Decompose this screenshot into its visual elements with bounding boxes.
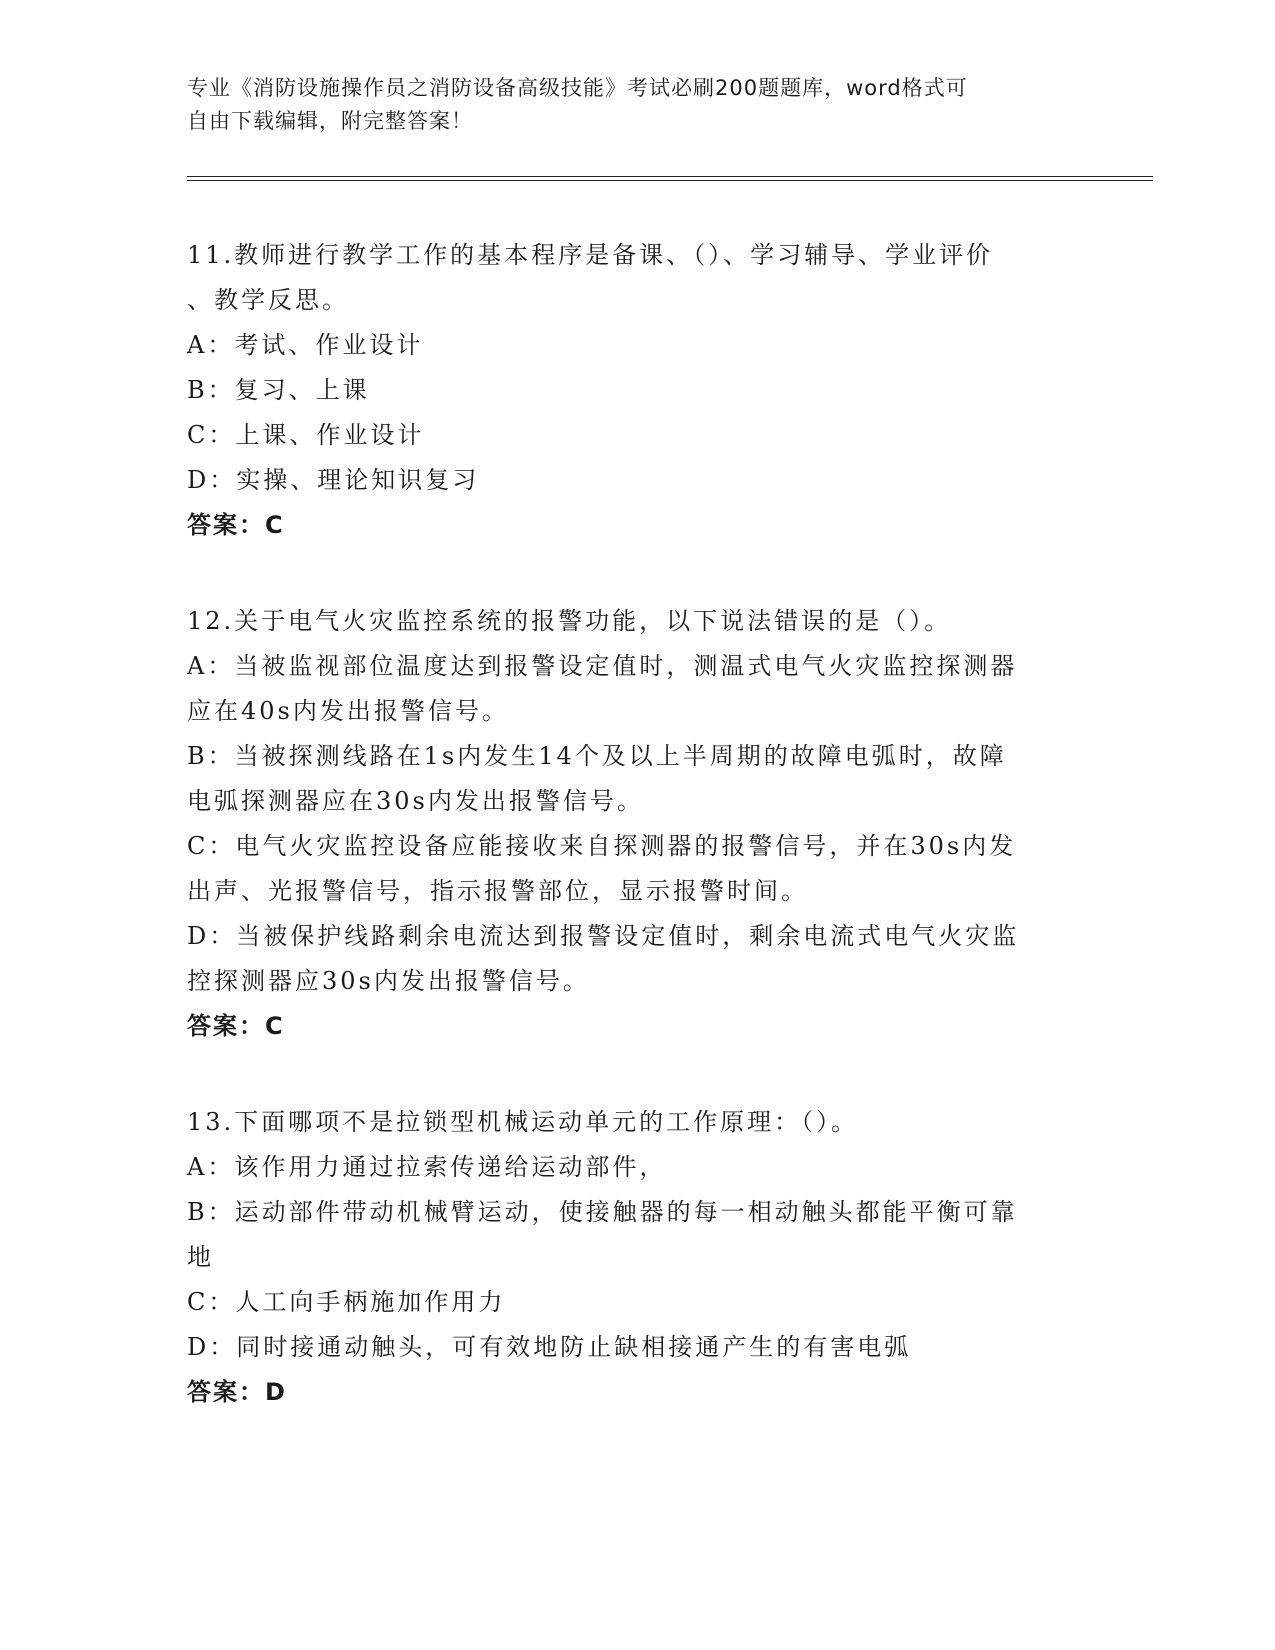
answer: 答案：C [187,1012,285,1040]
option-c-continued: 出声、光报警信号，指示报警部位，显示报警时间。 [187,877,808,905]
answer: 答案：C [187,511,285,539]
option-a-continued: 应在40s内发出报警信号。 [187,697,509,725]
option-b: B：当被探测线路在1s内发生14个及以上半周期的故障电弧时，故障 [187,742,1007,770]
option-c: C：上课、作业设计 [187,421,425,449]
option-b: B：复习、上课 [187,376,370,404]
option-a: A：考试、作业设计 [187,331,424,359]
option-a: A：当被监视部位温度达到报警设定值时，测温式电气火灾监控探测器 [187,652,1018,680]
option-a: A：该作用力通过拉索传递给运动部件， [187,1153,667,1181]
question-11 [187,233,1087,548]
question-stem: 12.关于电气火灾监控系统的报警功能，以下说法错误的是（）。 [187,607,952,635]
option-d-continued: 控探测器应30s内发出报警信号。 [187,967,590,995]
header-divider-bottom [187,180,1153,181]
question-stem: 、教学反思。 [187,286,349,314]
answer: 答案：D [187,1378,287,1406]
option-d: D：当被保护线路剩余电流达到报警设定值时，剩余电流式电气火灾监 [187,922,1020,950]
question-stem: 11.教师进行教学工作的基本程序是备课、（）、学习辅导、学业评价 [187,241,994,269]
option-b-continued: 电弧探测器应在30s内发出报警信号。 [187,787,644,815]
header-line-1: 专业《消防设施操作员之消防设备高级技能》考试必刷200题题库，word格式可 [187,76,968,100]
option-b: B：运动部件带动机械臂运动，使接触器的每一相动触头都能平衡可靠 [187,1198,1018,1226]
header-line-2: 自由下载编辑，附完整答案！ [187,109,473,133]
option-b-continued: 地 [187,1243,214,1271]
option-c: C：电气火灾监控设备应能接收来自探测器的报警信号，并在30s内发 [187,832,1017,860]
header-divider-top [187,176,1153,177]
option-d: D：同时接通动触头，可有效地防止缺相接通产生的有害电弧 [187,1333,912,1361]
question-13 [187,1100,1087,1415]
option-c: C：人工向手柄施加作用力 [187,1288,506,1316]
question-12 [187,599,1087,1049]
document-header [187,72,1087,138]
option-d: D：实操、理论知识复习 [187,466,480,494]
question-stem: 13.下面哪项不是拉锁型机械运动单元的工作原理：（）。 [187,1108,859,1136]
